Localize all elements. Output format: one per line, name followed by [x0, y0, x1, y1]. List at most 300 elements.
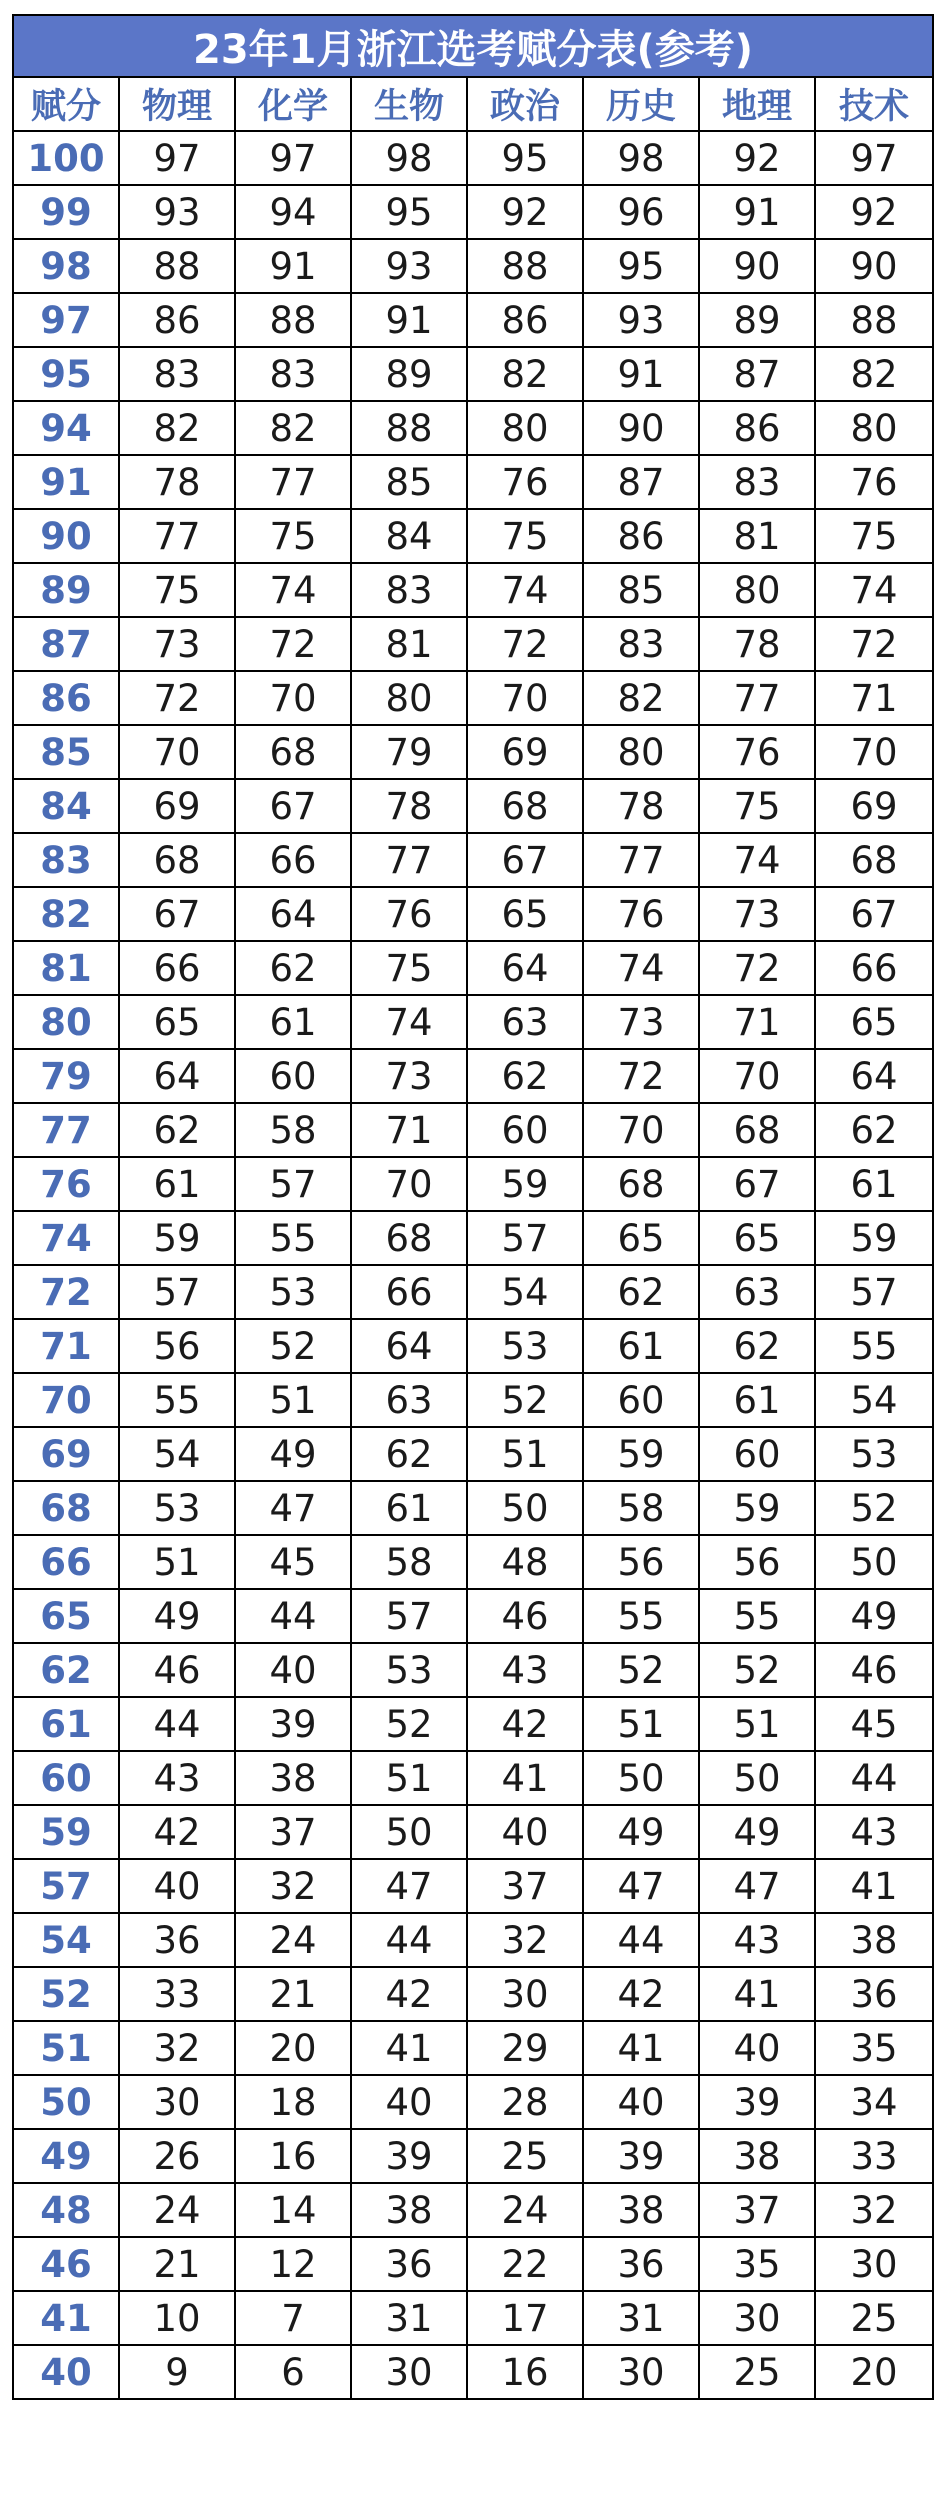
assigned-score-cell: 40	[13, 2345, 119, 2399]
raw-score-cell: 61	[583, 1319, 699, 1373]
raw-score-cell: 51	[467, 1427, 583, 1481]
raw-score-cell: 73	[351, 1049, 467, 1103]
raw-score-cell: 64	[235, 887, 351, 941]
raw-score-cell: 50	[467, 1481, 583, 1535]
raw-score-cell: 36	[119, 1913, 235, 1967]
assigned-score-cell: 41	[13, 2291, 119, 2345]
raw-score-cell: 70	[467, 671, 583, 725]
raw-score-cell: 64	[815, 1049, 933, 1103]
raw-score-cell: 72	[119, 671, 235, 725]
raw-score-cell: 59	[583, 1427, 699, 1481]
raw-score-cell: 72	[235, 617, 351, 671]
raw-score-cell: 70	[235, 671, 351, 725]
raw-score-cell: 74	[699, 833, 815, 887]
raw-score-cell: 62	[699, 1319, 815, 1373]
raw-score-cell: 75	[235, 509, 351, 563]
raw-score-cell: 70	[815, 725, 933, 779]
raw-score-cell: 51	[583, 1697, 699, 1751]
raw-score-cell: 77	[119, 509, 235, 563]
raw-score-cell: 65	[583, 1211, 699, 1265]
raw-score-cell: 55	[699, 1589, 815, 1643]
raw-score-cell: 71	[699, 995, 815, 1049]
raw-score-cell: 32	[815, 2183, 933, 2237]
raw-score-cell: 41	[467, 1751, 583, 1805]
raw-score-cell: 53	[119, 1481, 235, 1535]
raw-score-cell: 58	[235, 1103, 351, 1157]
assigned-score-cell: 51	[13, 2021, 119, 2075]
raw-score-cell: 41	[351, 2021, 467, 2075]
raw-score-cell: 53	[467, 1319, 583, 1373]
raw-score-cell: 90	[699, 239, 815, 293]
raw-score-cell: 37	[235, 1805, 351, 1859]
raw-score-cell: 30	[351, 2345, 467, 2399]
raw-score-cell: 60	[699, 1427, 815, 1481]
raw-score-cell: 38	[351, 2183, 467, 2237]
assigned-score-cell: 66	[13, 1535, 119, 1589]
raw-score-cell: 91	[699, 185, 815, 239]
raw-score-cell: 98	[351, 131, 467, 185]
table-row	[13, 401, 933, 455]
raw-score-cell: 41	[583, 2021, 699, 2075]
raw-score-cell: 51	[119, 1535, 235, 1589]
raw-score-cell: 86	[467, 293, 583, 347]
assigned-score-cell: 50	[13, 2075, 119, 2129]
table-row	[13, 2345, 933, 2399]
table-row	[13, 347, 933, 401]
table-row	[13, 239, 933, 293]
header-row	[13, 77, 933, 131]
raw-score-cell: 52	[467, 1373, 583, 1427]
raw-score-cell: 65	[467, 887, 583, 941]
raw-score-cell: 58	[351, 1535, 467, 1589]
column-header-subject: 物理	[119, 77, 235, 131]
table-row	[13, 1535, 933, 1589]
raw-score-cell: 52	[699, 1643, 815, 1697]
table-row	[13, 1481, 933, 1535]
raw-score-cell: 74	[351, 995, 467, 1049]
assigned-score-cell: 95	[13, 347, 119, 401]
assigned-score-cell: 84	[13, 779, 119, 833]
raw-score-cell: 88	[351, 401, 467, 455]
raw-score-cell: 89	[351, 347, 467, 401]
raw-score-cell: 64	[119, 1049, 235, 1103]
raw-score-cell: 16	[467, 2345, 583, 2399]
raw-score-cell: 57	[351, 1589, 467, 1643]
raw-score-cell: 85	[351, 455, 467, 509]
raw-score-cell: 43	[119, 1751, 235, 1805]
raw-score-cell: 76	[351, 887, 467, 941]
raw-score-cell: 68	[235, 725, 351, 779]
table-row	[13, 131, 933, 185]
assigned-score-cell: 94	[13, 401, 119, 455]
raw-score-cell: 64	[351, 1319, 467, 1373]
raw-score-cell: 95	[467, 131, 583, 185]
raw-score-cell: 74	[235, 563, 351, 617]
raw-score-cell: 60	[467, 1103, 583, 1157]
raw-score-cell: 95	[583, 239, 699, 293]
assigned-score-cell: 65	[13, 1589, 119, 1643]
raw-score-cell: 14	[235, 2183, 351, 2237]
raw-score-cell: 91	[235, 239, 351, 293]
raw-score-cell: 48	[467, 1535, 583, 1589]
raw-score-cell: 26	[119, 2129, 235, 2183]
raw-score-cell: 77	[235, 455, 351, 509]
assigned-score-cell: 99	[13, 185, 119, 239]
raw-score-cell: 90	[815, 239, 933, 293]
raw-score-cell: 78	[351, 779, 467, 833]
raw-score-cell: 75	[119, 563, 235, 617]
raw-score-cell: 57	[235, 1157, 351, 1211]
raw-score-cell: 97	[119, 131, 235, 185]
raw-score-cell: 86	[699, 401, 815, 455]
raw-score-cell: 97	[235, 131, 351, 185]
raw-score-cell: 20	[235, 2021, 351, 2075]
raw-score-cell: 29	[467, 2021, 583, 2075]
raw-score-cell: 40	[699, 2021, 815, 2075]
raw-score-cell: 97	[815, 131, 933, 185]
raw-score-cell: 94	[235, 185, 351, 239]
raw-score-cell: 78	[699, 617, 815, 671]
raw-score-cell: 70	[351, 1157, 467, 1211]
raw-score-cell: 93	[583, 293, 699, 347]
assigned-score-cell: 60	[13, 1751, 119, 1805]
raw-score-cell: 74	[467, 563, 583, 617]
raw-score-cell: 75	[815, 509, 933, 563]
raw-score-cell: 52	[235, 1319, 351, 1373]
table-row	[13, 2237, 933, 2291]
raw-score-cell: 67	[119, 887, 235, 941]
raw-score-cell: 88	[467, 239, 583, 293]
raw-score-cell: 83	[583, 617, 699, 671]
raw-score-cell: 53	[235, 1265, 351, 1319]
table-row	[13, 2291, 933, 2345]
raw-score-cell: 73	[119, 617, 235, 671]
assigned-score-cell: 76	[13, 1157, 119, 1211]
raw-score-cell: 56	[119, 1319, 235, 1373]
table-row	[13, 725, 933, 779]
raw-score-cell: 68	[583, 1157, 699, 1211]
raw-score-cell: 65	[119, 995, 235, 1049]
raw-score-cell: 82	[815, 347, 933, 401]
raw-score-cell: 72	[583, 1049, 699, 1103]
assigned-score-cell: 87	[13, 617, 119, 671]
table-row	[13, 1913, 933, 1967]
raw-score-cell: 62	[235, 941, 351, 995]
raw-score-cell: 24	[235, 1913, 351, 1967]
raw-score-cell: 61	[119, 1157, 235, 1211]
raw-score-cell: 91	[351, 293, 467, 347]
table-row	[13, 1049, 933, 1103]
raw-score-cell: 37	[467, 1859, 583, 1913]
raw-score-cell: 88	[119, 239, 235, 293]
assigned-score-cell: 52	[13, 1967, 119, 2021]
raw-score-cell: 47	[351, 1859, 467, 1913]
raw-score-cell: 70	[119, 725, 235, 779]
raw-score-cell: 69	[467, 725, 583, 779]
raw-score-cell: 73	[583, 995, 699, 1049]
raw-score-cell: 66	[119, 941, 235, 995]
raw-score-cell: 52	[583, 1643, 699, 1697]
raw-score-cell: 52	[815, 1481, 933, 1535]
raw-score-cell: 58	[583, 1481, 699, 1535]
raw-score-cell: 55	[815, 1319, 933, 1373]
raw-score-cell: 41	[815, 1859, 933, 1913]
assigned-score-cell: 49	[13, 2129, 119, 2183]
table-row	[13, 185, 933, 239]
raw-score-cell: 51	[235, 1373, 351, 1427]
raw-score-cell: 32	[235, 1859, 351, 1913]
raw-score-cell: 39	[351, 2129, 467, 2183]
assigned-score-cell: 74	[13, 1211, 119, 1265]
raw-score-cell: 46	[119, 1643, 235, 1697]
raw-score-cell: 17	[467, 2291, 583, 2345]
raw-score-cell: 50	[699, 1751, 815, 1805]
raw-score-cell: 30	[815, 2237, 933, 2291]
raw-score-cell: 86	[583, 509, 699, 563]
raw-score-cell: 79	[351, 725, 467, 779]
assigned-score-cell: 57	[13, 1859, 119, 1913]
raw-score-cell: 44	[119, 1697, 235, 1751]
table-row	[13, 2183, 933, 2237]
raw-score-cell: 54	[119, 1427, 235, 1481]
raw-score-cell: 30	[699, 2291, 815, 2345]
table-row	[13, 1967, 933, 2021]
assigned-score-cell: 91	[13, 455, 119, 509]
assigned-score-cell: 77	[13, 1103, 119, 1157]
raw-score-cell: 40	[235, 1643, 351, 1697]
raw-score-cell: 98	[583, 131, 699, 185]
raw-score-cell: 62	[467, 1049, 583, 1103]
raw-score-cell: 77	[583, 833, 699, 887]
raw-score-cell: 69	[119, 779, 235, 833]
raw-score-cell: 80	[467, 401, 583, 455]
raw-score-cell: 20	[815, 2345, 933, 2399]
table-row	[13, 509, 933, 563]
raw-score-cell: 40	[351, 2075, 467, 2129]
raw-score-cell: 72	[815, 617, 933, 671]
table-row	[13, 455, 933, 509]
table-row	[13, 1427, 933, 1481]
title-row	[13, 15, 933, 77]
raw-score-cell: 92	[699, 131, 815, 185]
raw-score-cell: 59	[699, 1481, 815, 1535]
raw-score-cell: 55	[235, 1211, 351, 1265]
raw-score-cell: 81	[699, 509, 815, 563]
raw-score-cell: 34	[815, 2075, 933, 2129]
assigned-score-cell: 70	[13, 1373, 119, 1427]
raw-score-cell: 44	[583, 1913, 699, 1967]
table-row	[13, 1265, 933, 1319]
raw-score-cell: 67	[815, 887, 933, 941]
raw-score-cell: 49	[119, 1589, 235, 1643]
assigned-score-cell: 97	[13, 293, 119, 347]
raw-score-cell: 59	[815, 1211, 933, 1265]
assigned-score-cell: 89	[13, 563, 119, 617]
raw-score-cell: 95	[351, 185, 467, 239]
raw-score-cell: 42	[583, 1967, 699, 2021]
raw-score-cell: 21	[119, 2237, 235, 2291]
raw-score-cell: 91	[583, 347, 699, 401]
raw-score-cell: 83	[119, 347, 235, 401]
raw-score-cell: 70	[699, 1049, 815, 1103]
raw-score-cell: 37	[699, 2183, 815, 2237]
table-body	[13, 131, 933, 2399]
raw-score-cell: 66	[815, 941, 933, 995]
raw-score-cell: 57	[815, 1265, 933, 1319]
raw-score-cell: 59	[119, 1211, 235, 1265]
table-row	[13, 617, 933, 671]
raw-score-cell: 59	[467, 1157, 583, 1211]
raw-score-cell: 35	[699, 2237, 815, 2291]
raw-score-cell: 68	[815, 833, 933, 887]
table-row	[13, 2021, 933, 2075]
raw-score-cell: 62	[351, 1427, 467, 1481]
table-row	[13, 1859, 933, 1913]
raw-score-cell: 82	[235, 401, 351, 455]
raw-score-cell: 81	[351, 617, 467, 671]
assigned-score-cell: 46	[13, 2237, 119, 2291]
raw-score-cell: 25	[815, 2291, 933, 2345]
raw-score-cell: 61	[351, 1481, 467, 1535]
raw-score-cell: 28	[467, 2075, 583, 2129]
raw-score-cell: 31	[583, 2291, 699, 2345]
raw-score-cell: 62	[583, 1265, 699, 1319]
raw-score-cell: 80	[351, 671, 467, 725]
raw-score-cell: 92	[467, 185, 583, 239]
assigned-score-cell: 85	[13, 725, 119, 779]
raw-score-cell: 45	[235, 1535, 351, 1589]
raw-score-cell: 66	[351, 1265, 467, 1319]
table-row	[13, 2129, 933, 2183]
raw-score-cell: 46	[815, 1643, 933, 1697]
raw-score-cell: 30	[467, 1967, 583, 2021]
raw-score-cell: 35	[815, 2021, 933, 2075]
raw-score-cell: 40	[583, 2075, 699, 2129]
raw-score-cell: 75	[351, 941, 467, 995]
raw-score-cell: 38	[583, 2183, 699, 2237]
raw-score-cell: 78	[583, 779, 699, 833]
raw-score-cell: 32	[467, 1913, 583, 1967]
raw-score-cell: 50	[815, 1535, 933, 1589]
table-row	[13, 887, 933, 941]
column-header-subject: 化学	[235, 77, 351, 131]
assigned-score-cell: 82	[13, 887, 119, 941]
assigned-score-cell: 86	[13, 671, 119, 725]
raw-score-cell: 87	[699, 347, 815, 401]
raw-score-cell: 25	[699, 2345, 815, 2399]
raw-score-cell: 84	[351, 509, 467, 563]
assigned-score-cell: 48	[13, 2183, 119, 2237]
raw-score-cell: 75	[467, 509, 583, 563]
raw-score-cell: 68	[699, 1103, 815, 1157]
assigned-score-cell: 80	[13, 995, 119, 1049]
table-row	[13, 1373, 933, 1427]
raw-score-cell: 38	[815, 1913, 933, 1967]
raw-score-cell: 42	[467, 1697, 583, 1751]
column-header-subject: 政治	[467, 77, 583, 131]
raw-score-cell: 55	[583, 1589, 699, 1643]
raw-score-cell: 74	[583, 941, 699, 995]
raw-score-cell: 57	[119, 1265, 235, 1319]
table-row	[13, 1103, 933, 1157]
raw-score-cell: 36	[815, 1967, 933, 2021]
raw-score-cell: 65	[699, 1211, 815, 1265]
raw-score-cell: 92	[815, 185, 933, 239]
raw-score-cell: 76	[699, 725, 815, 779]
raw-score-cell: 43	[699, 1913, 815, 1967]
raw-score-cell: 88	[815, 293, 933, 347]
raw-score-cell: 32	[119, 2021, 235, 2075]
table-row	[13, 995, 933, 1049]
raw-score-cell: 77	[699, 671, 815, 725]
table-row	[13, 1697, 933, 1751]
raw-score-cell: 66	[235, 833, 351, 887]
raw-score-cell: 57	[467, 1211, 583, 1265]
assigned-score-cell: 90	[13, 509, 119, 563]
raw-score-cell: 25	[467, 2129, 583, 2183]
raw-score-cell: 36	[351, 2237, 467, 2291]
raw-score-cell: 82	[119, 401, 235, 455]
raw-score-cell: 93	[351, 239, 467, 293]
table-row	[13, 1211, 933, 1265]
table-title: 23年1月浙江选考赋分表(参考)	[13, 15, 933, 77]
table-row	[13, 293, 933, 347]
raw-score-cell: 43	[815, 1805, 933, 1859]
table-row	[13, 1805, 933, 1859]
raw-score-cell: 83	[699, 455, 815, 509]
assigned-score-cell: 54	[13, 1913, 119, 1967]
raw-score-cell: 63	[467, 995, 583, 1049]
assigned-score-cell: 83	[13, 833, 119, 887]
raw-score-cell: 87	[583, 455, 699, 509]
raw-score-cell: 76	[467, 455, 583, 509]
raw-score-cell: 30	[583, 2345, 699, 2399]
raw-score-cell: 67	[699, 1157, 815, 1211]
raw-score-cell: 55	[119, 1373, 235, 1427]
table-row	[13, 1319, 933, 1373]
raw-score-cell: 93	[119, 185, 235, 239]
raw-score-cell: 65	[815, 995, 933, 1049]
raw-score-cell: 24	[467, 2183, 583, 2237]
raw-score-cell: 52	[351, 1697, 467, 1751]
raw-score-cell: 24	[119, 2183, 235, 2237]
raw-score-cell: 82	[583, 671, 699, 725]
raw-score-cell: 54	[815, 1373, 933, 1427]
raw-score-cell: 39	[699, 2075, 815, 2129]
raw-score-cell: 68	[467, 779, 583, 833]
raw-score-cell: 18	[235, 2075, 351, 2129]
raw-score-cell: 7	[235, 2291, 351, 2345]
raw-score-cell: 44	[815, 1751, 933, 1805]
raw-score-cell: 46	[467, 1589, 583, 1643]
raw-score-cell: 47	[699, 1859, 815, 1913]
raw-score-cell: 44	[351, 1913, 467, 1967]
raw-score-cell: 60	[235, 1049, 351, 1103]
raw-score-cell: 63	[351, 1373, 467, 1427]
column-header-score: 赋分	[13, 77, 119, 131]
table-row	[13, 779, 933, 833]
raw-score-cell: 50	[351, 1805, 467, 1859]
assigned-score-cell: 81	[13, 941, 119, 995]
raw-score-cell: 39	[235, 1697, 351, 1751]
raw-score-cell: 50	[583, 1751, 699, 1805]
raw-score-cell: 10	[119, 2291, 235, 2345]
raw-score-cell: 30	[119, 2075, 235, 2129]
raw-score-cell: 72	[467, 617, 583, 671]
raw-score-cell: 31	[351, 2291, 467, 2345]
raw-score-cell: 71	[351, 1103, 467, 1157]
raw-score-cell: 53	[351, 1643, 467, 1697]
